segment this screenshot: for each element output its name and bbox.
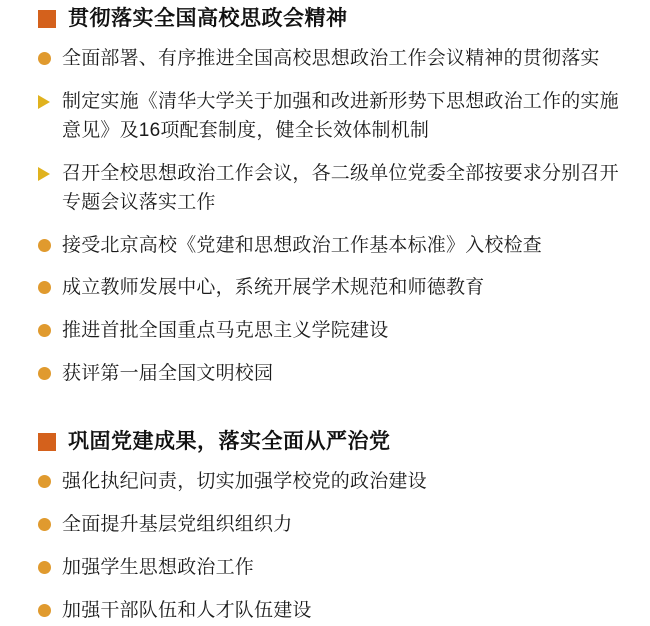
list-item — [38, 468, 636, 497]
section-1-heading-text: 贯彻落实全国高校思政会精神 — [68, 7, 348, 30]
list-item — [38, 45, 636, 74]
bullet-dot-icon — [38, 52, 51, 65]
section-2-heading-text: 巩固党建成果，落实全面从严治党 — [68, 430, 391, 454]
list-item-text: 加强干部队伍和人才队伍建设 — [62, 599, 312, 621]
bullet-dot-icon — [38, 475, 51, 488]
bullet-dot-icon — [38, 367, 51, 380]
list-item — [38, 160, 636, 218]
section-1-heading — [38, 6, 636, 31]
section-1 — [38, 6, 636, 389]
heading-square-icon — [38, 433, 56, 451]
list-item — [38, 88, 636, 146]
list-item — [38, 274, 636, 303]
bullet-dot-icon — [38, 604, 51, 617]
section-1-list — [38, 45, 636, 389]
list-item — [38, 232, 636, 261]
section-2-heading — [38, 429, 636, 454]
section-spacer — [38, 403, 636, 429]
list-item — [38, 511, 636, 540]
list-item-text: 推进首批全国重点马克思主义学院建设 — [62, 320, 389, 342]
bullet-triangle-icon — [38, 167, 50, 181]
bullet-dot-icon — [38, 324, 51, 337]
list-item-text: 制定实施《清华大学关于加强和改进新形势下思想政治工作的实施意见》及16项配套制度，健全长效体制机制 — [62, 91, 619, 141]
bullet-dot-icon — [38, 518, 51, 531]
bullet-dot-icon — [38, 239, 51, 252]
list-item-text: 获评第一届全国文明校园 — [62, 363, 274, 385]
list-item-text: 成立教师发展中心，系统开展学术规范和师德教育 — [62, 277, 485, 299]
list-item-text: 接受北京高校《党建和思想政治工作基本标准》入校检查 — [62, 234, 543, 256]
section-2-list — [38, 468, 636, 626]
heading-square-icon — [38, 10, 56, 28]
list-item-text: 召开全校思想政治工作会议，各二级单位党委全部按要求分别召开专题会议落实工作 — [62, 162, 619, 213]
list-item-text: 加强学生思想政治工作 — [62, 557, 255, 578]
list-item — [38, 360, 636, 389]
section-2 — [38, 429, 636, 626]
bullet-dot-icon — [38, 281, 51, 294]
list-item-text: 全面部署、有序推进全国高校思想政治工作会议精神的贯彻落实 — [62, 48, 600, 70]
list-item-text: 全面提升基层党组织组织力 — [62, 514, 293, 536]
list-item — [38, 317, 636, 346]
list-item — [38, 554, 636, 583]
list-item — [38, 597, 636, 626]
bullet-triangle-icon — [38, 95, 50, 109]
bullet-dot-icon — [38, 561, 51, 574]
list-item-text: 强化执纪问责，切实加强学校党的政治建设 — [62, 471, 427, 493]
